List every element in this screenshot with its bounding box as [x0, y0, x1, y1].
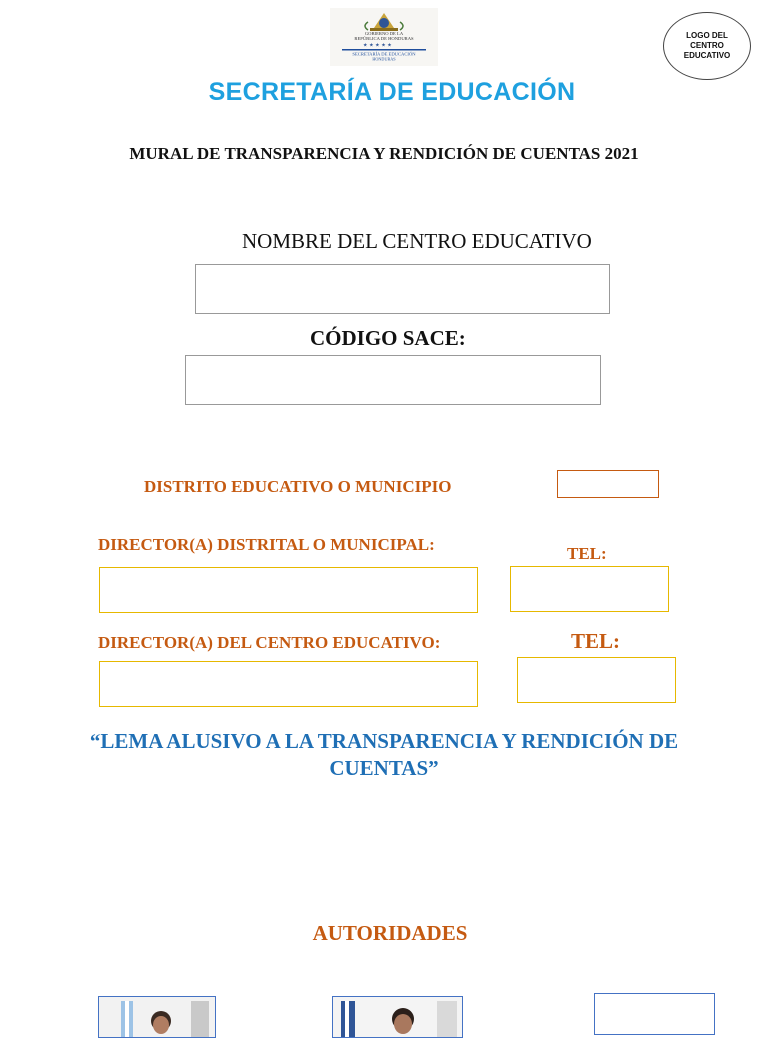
secretaria-title: SECRETARÍA DE EDUCACIÓN: [208, 78, 576, 106]
coat-of-arms-icon: [365, 13, 403, 31]
authority-photo-2: [332, 996, 463, 1038]
mural-subtitle: MURAL DE TRANSPARENCIA Y RENDICIÓN DE CUENTAS 2021: [129, 144, 639, 163]
svg-text:HONDURAS: HONDURAS: [372, 56, 396, 62]
svg-text:★ ★ ★ ★ ★: ★ ★ ★ ★ ★: [363, 42, 392, 49]
authority-photo-1: [98, 996, 216, 1038]
district-director-label: DIRECTOR(A) DISTRITAL O MUNICIPAL:: [98, 535, 435, 554]
school-director-tel-field[interactable]: [517, 657, 676, 703]
school-director-field[interactable]: [99, 661, 478, 707]
school-name-field[interactable]: [195, 264, 610, 314]
svg-text:REPÚBLICA DE HONDURAS: REPÚBLICA DE HONDURAS: [354, 36, 414, 41]
district-director-tel-field[interactable]: [510, 566, 669, 612]
district-director-field[interactable]: [99, 567, 478, 613]
school-name-label: NOMBRE DEL CENTRO EDUCATIVO: [242, 229, 592, 253]
district-label: DISTRITO EDUCATIVO O MUNICIPIO: [144, 477, 452, 496]
svg-text:SECRETARÍA DE EDUCACIÓN: SECRETARÍA DE EDUCACIÓN: [352, 51, 416, 57]
school-director-label: DIRECTOR(A) DEL CENTRO EDUCATIVO:: [98, 633, 441, 652]
school-logo-text: LOGO DEL CENTRO EDUCATIVO: [683, 31, 731, 60]
district-director-tel-label: TEL:: [567, 544, 607, 563]
sace-code-label: CÓDIGO SACE:: [310, 326, 466, 350]
government-seal-logo: [330, 8, 438, 66]
district-field[interactable]: [557, 470, 659, 498]
school-director-tel-label: TEL:: [571, 629, 621, 653]
authorities-heading: AUTORIDADES: [312, 921, 468, 945]
authority-photo-3: [594, 993, 715, 1035]
svg-text:GOBIERNO DE LA: GOBIERNO DE LA: [364, 31, 404, 36]
motto-text: “LEMA ALUSIVO A LA TRANSPARENCIA Y RENDICIÓN DE CUENTAS”: [89, 729, 679, 780]
sace-code-field[interactable]: [185, 355, 601, 405]
school-logo-placeholder: [663, 12, 751, 80]
